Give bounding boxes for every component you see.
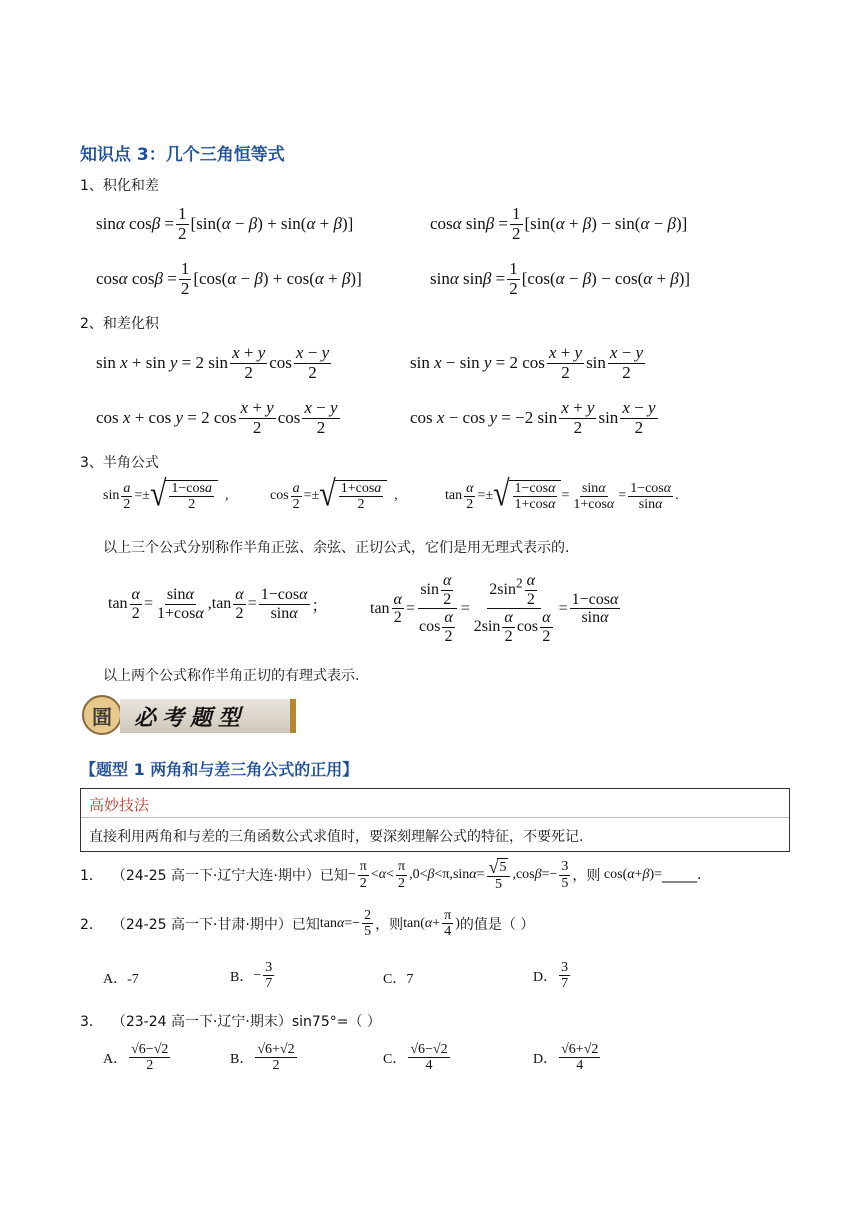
subsection-product-to-sum: 1、积化和差 [80, 178, 159, 194]
formula-half-tan-rational-1: tan $\frac{\alpha}{2}$ = $\frac{\sin\alpha}{1+\cos\alpha}$ ,tan $\frac{\alpha}{2}$ = $\frac{1-\cos\alpha}{\sin\alpha}$ ； [108, 586, 328, 622]
q2-tail: 的值是（ ） [459, 916, 535, 933]
q3-option-c[interactable]: C． $\frac{√6-√2}{4}$ [383, 1042, 448, 1074]
formula-cos-sin: cos α sin β = $\frac{1}{2}$ [sin( α + β ) − sin( α − β )] [430, 204, 688, 243]
formula-half-sin: sin $\frac{a}{2}$ =± √ $\frac{1-\cos a}{2}$ , [103, 474, 229, 514]
formula-half-cos: cos $\frac{a}{2}$ =± √ $\frac{1+\cos a}{2}$ , [270, 474, 398, 514]
formula-sin-cos: sin α cos β = $\frac{1}{2}$ [sin( α − β ) + sin( α + β )] [96, 204, 354, 243]
formula-cosx-plus-cosy: cos x + cos y = 2 cos $\frac{x + y}{2}$ cos $\frac{x - y}{2}$ [96, 398, 338, 437]
question-3 [80, 1011, 381, 1031]
q2-option-a[interactable]: A．-7 [103, 972, 139, 987]
q3-number: 3． [80, 1014, 103, 1030]
question-1: 1． （24-25 高一下·辽宁大连·期中）已知 − $\frac{\pi}{2}$ < α < $\frac{\pi}{2}$ ,0< β <π,sin α = √ 5 5 ,cos β =− $\frac{3}{5}$ ，则 cos( α + β )= _____. [80, 857, 702, 892]
subsection-sum-to-product: 2、和差化积 [80, 316, 159, 332]
tip-body: 直接利用两角和与差的三角函数公式求值时，要深刻理解公式的特征，不要死记. [89, 829, 584, 845]
q2-source: （24-25 高一下·甘肃·期中）已知 [111, 916, 320, 933]
q1-answer-blank: _____. [662, 867, 702, 884]
q2-option-b[interactable]: B． − $\frac{3}{7}$ [230, 960, 273, 992]
question-type-title: 【题型 1 两角和与差三角公式的正用】 [80, 760, 359, 779]
formula-half-tan: tan $\frac{\alpha}{2}$ =± √ $\frac{1-\cos\alpha}{1+\cos\alpha}$ = $\frac{\sin\alpha}{1+\cos\alpha}$ = $\frac{1-\cos\alpha}{\sin\alpha}$ . [445, 474, 679, 514]
must-test-banner [80, 693, 298, 739]
q2-mid: ，则 [375, 916, 404, 933]
formula-cos-cos: cos α cos β = $\frac{1}{2}$ [cos( α − β ) + cos( α + β )] [96, 259, 362, 298]
section-title: 知识点 3：几个三角恒等式 [80, 145, 285, 165]
q3-option-b[interactable]: B． $\frac{√6+√2}{2}$ [230, 1042, 295, 1074]
half-angle-note: 以上三个公式分别称作半角正弦、余弦、正切公式，它们是用无理式表示的. [103, 540, 570, 556]
q3-option-a[interactable]: A． $\frac{√6-√2}{2}$ [103, 1042, 169, 1074]
q3-option-d[interactable]: D． $\frac{√6+√2}{4}$ [533, 1042, 599, 1074]
tip-box [80, 788, 790, 852]
banner-seal-icon: 圄 [82, 695, 122, 735]
formula-sinx-plus-siny: sin x + sin y = 2 sin $\frac{x + y}{2}$ cos $\frac{x - y}{2}$ [96, 343, 330, 382]
rational-note: 以上两个公式称作半角正切的有理式表示. [103, 668, 360, 684]
q2-option-d[interactable]: D． $\frac{3}{7}$ [533, 960, 569, 992]
q1-source: （24-25 高一下·辽宁大连·期中）已知 [111, 868, 348, 885]
banner-text: 必考题型 [134, 704, 247, 731]
q3-source: （23-24 高一下·辽宁·期末）sin75°=（ ） [111, 1014, 381, 1030]
subsection-half-angle: 3、半角公式 [80, 455, 159, 471]
formula-sin-sin: sin α sin β = $\frac{1}{2}$ [cos( α − β ) − cos( α + β )] [430, 259, 691, 298]
q2-number: 2． [80, 916, 103, 933]
q2-option-c[interactable]: C．7 [383, 972, 414, 987]
formula-half-tan-rational-2: tan $\frac{\alpha}{2}$ = sin $\frac{\alpha}{2}$ cos $\frac{\alpha}{2}$ = $2\sin^2$ $\frac{\alpha}{2}$ 2sin $\frac{\alpha}{2}$ cos $\frac{\alpha}{2}$ = $\frac{1-\cos\alpha}{\sin\alpha}$ [370, 572, 619, 645]
formula-cosx-minus-cosy: cos x − cos y = −2 sin $\frac{x + y}{2}$ sin $\frac{x - y}{2}$ [410, 398, 656, 437]
q1-number: 1． [80, 868, 103, 885]
formula-sinx-minus-siny: sin x − sin y = 2 cos $\frac{x + y}{2}$ sin $\frac{x - y}{2}$ [410, 343, 644, 382]
q1-tail: ，则 [572, 868, 601, 885]
question-2: 2． （24-25 高一下·甘肃·期中）已知 tan α =− $\frac{2}{5}$ ，则 tan( α + $\frac{\pi}{4}$ ) 的值是（ ） [80, 908, 535, 940]
tip-title: 高妙技法 [89, 796, 150, 814]
